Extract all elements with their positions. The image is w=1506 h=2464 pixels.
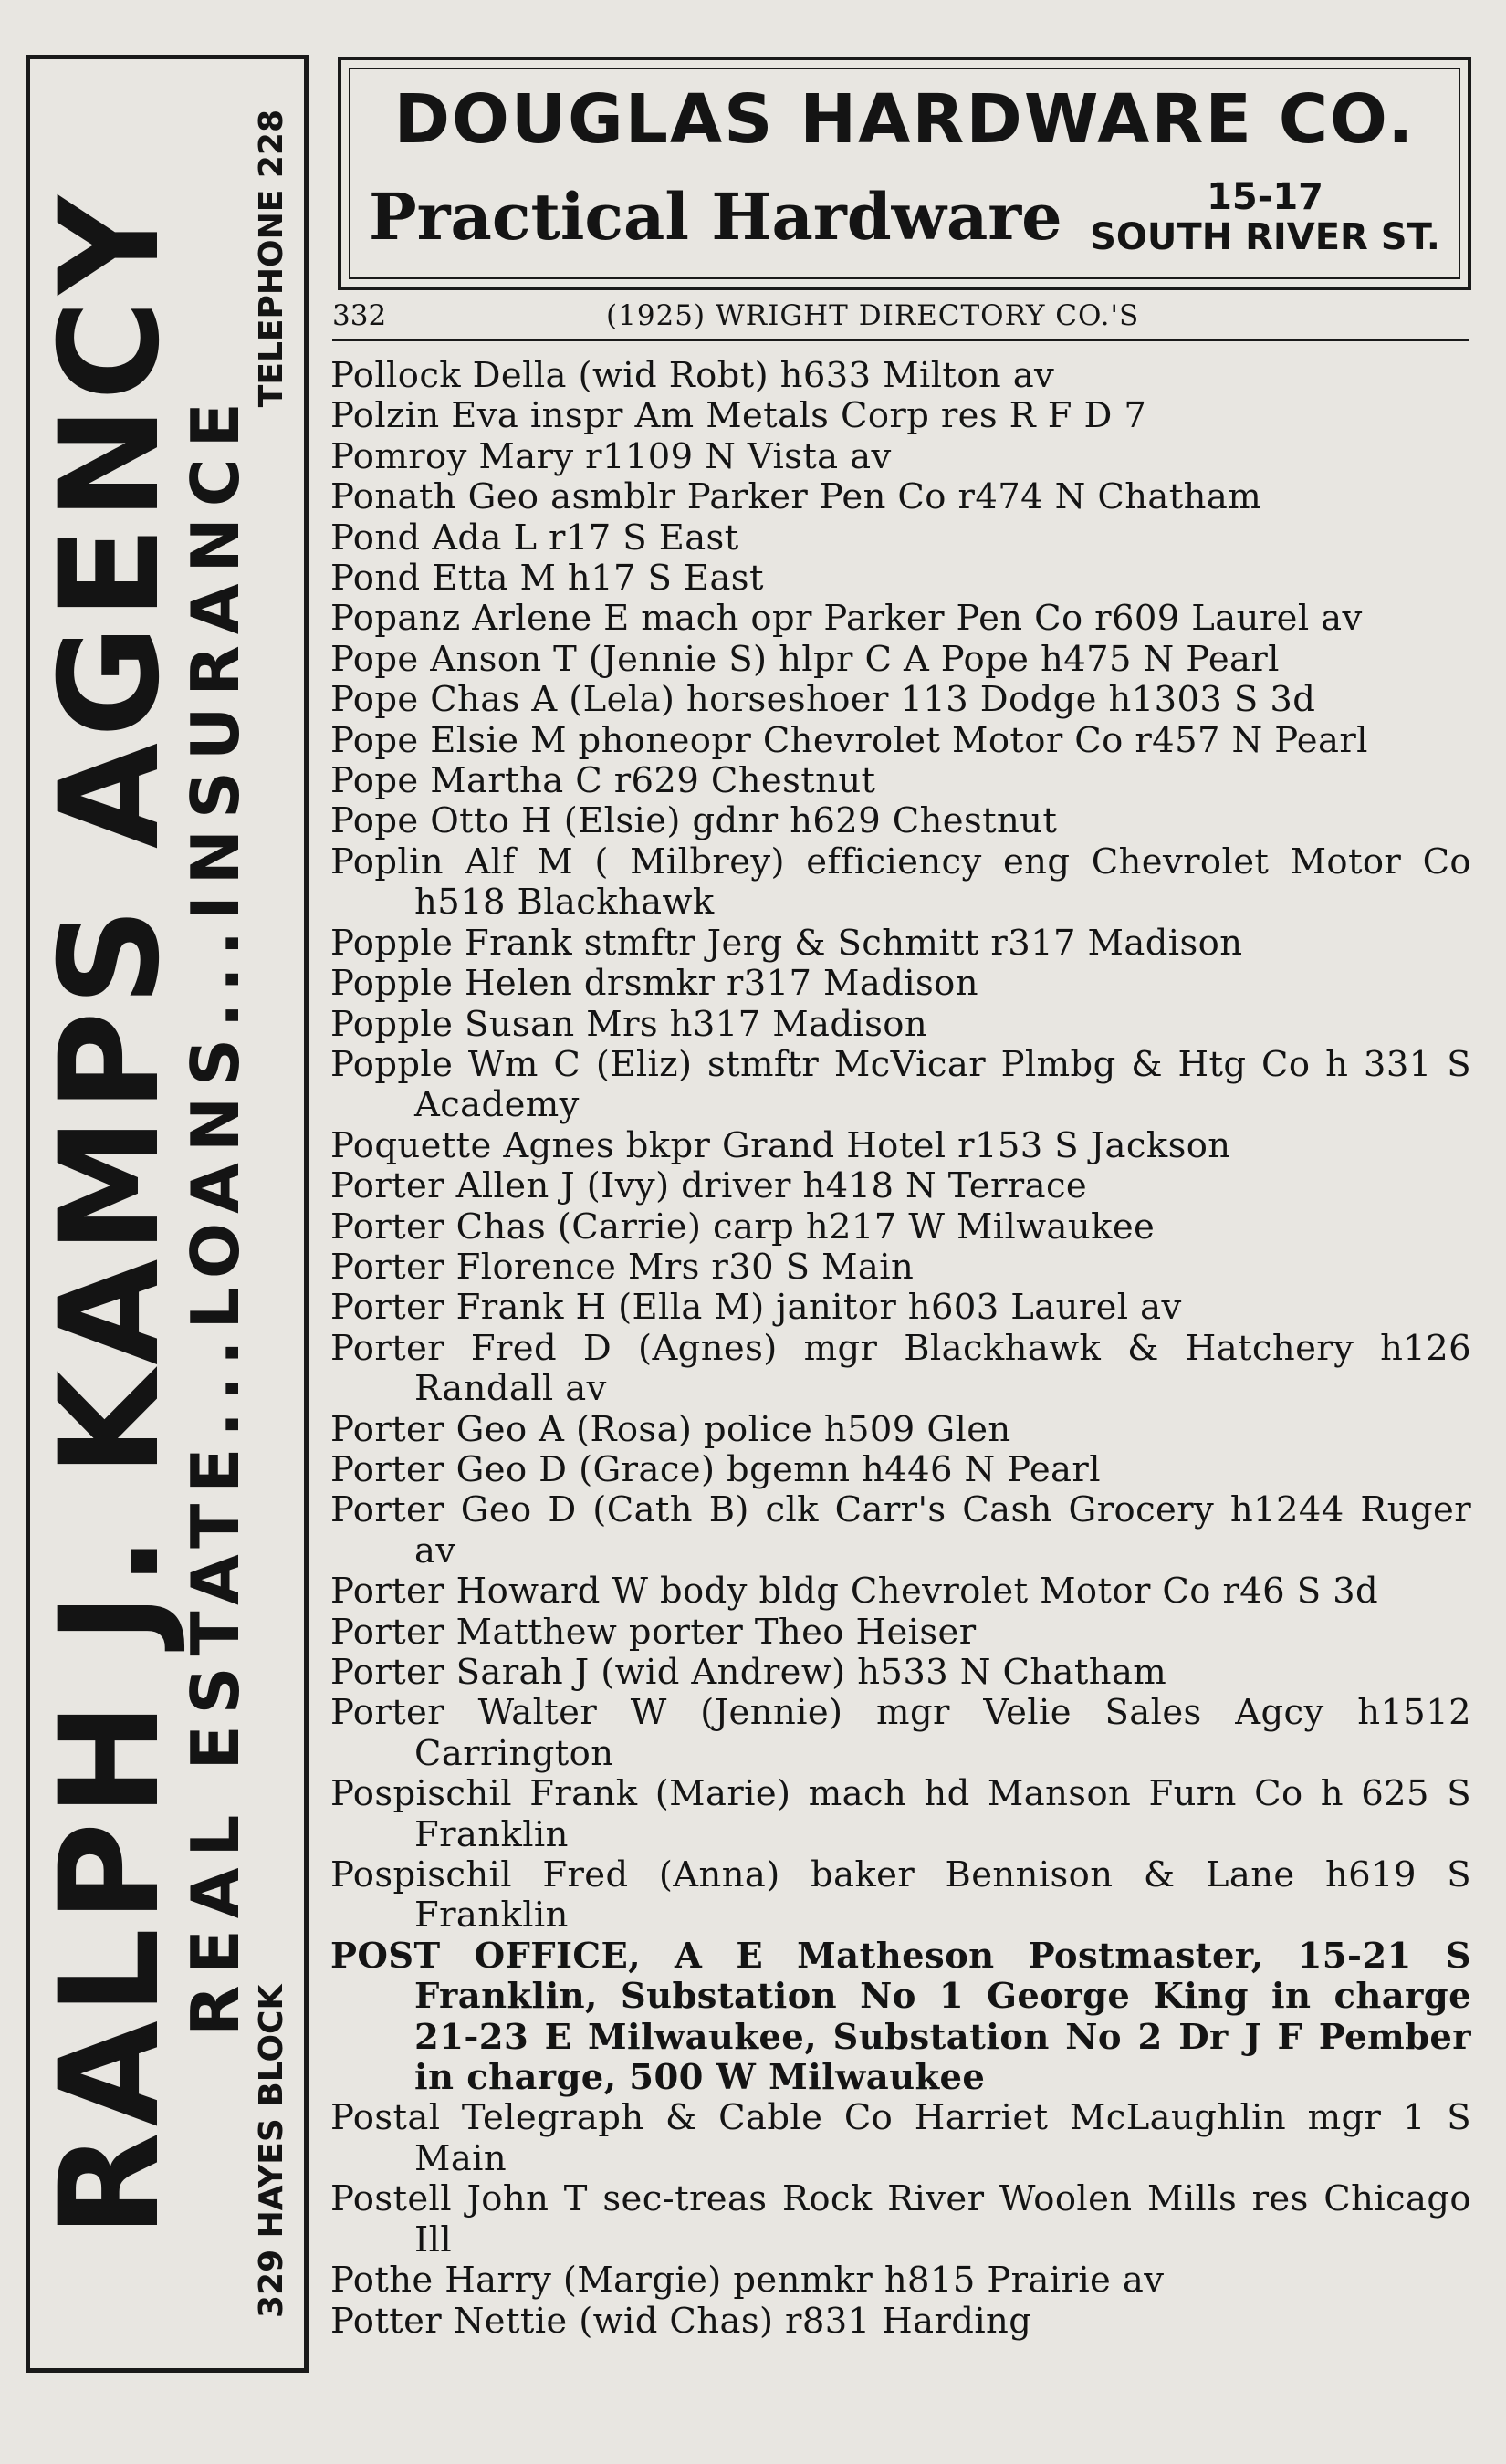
directory-entry: Porter Fred D (Agnes) mgr Blackhawk & Hatchery h126 Randall av [330, 1327, 1471, 1410]
directory-entry: Potter Nettie (wid Chas) r831 Harding [330, 2300, 1032, 2342]
directory-entry: Porter Florence Mrs r30 S Main [330, 1246, 915, 1288]
directory-entry: Pope Otto H (Elsie) gdnr h629 Chestnut [330, 800, 1058, 842]
directory-entry: Pope Elsie M phoneopr Chevrolet Motor Co r457 N Pearl [330, 719, 1368, 761]
running-title: (1925) WRIGHT DIRECTORY CO.'S [606, 299, 1140, 332]
directory-entry: Porter Sarah J (wid Andrew) h533 N Chatham [330, 1652, 1167, 1693]
side-ad-contact-row [252, 73, 292, 2354]
directory-entry: Postal Telegraph & Cable Co Harriet McLaughlin mgr 1 S Main [330, 2097, 1471, 2179]
top-ad-title: DOUGLAS HARDWARE CO. [393, 80, 1416, 159]
side-ad-services: REAL ESTATE...LOANS...INSURANCE [177, 392, 254, 2036]
side-ad-telephone: TELEPHONE 228 [253, 110, 290, 408]
top-advertisement [338, 57, 1471, 290]
directory-entry: Porter Geo A (Rosa) police h509 Glen [330, 1408, 1011, 1450]
directory-entry: Poquette Agnes bkpr Grand Hotel r153 S Jackson [330, 1124, 1231, 1166]
directory-entry: Porter Allen J (Ivy) driver h418 N Terrace [330, 1165, 1088, 1207]
directory-entry: Pope Martha C r629 Chestnut [330, 760, 876, 802]
top-ad-address [1090, 177, 1440, 257]
directory-entry: Pond Ada L r17 S East [330, 517, 739, 559]
side-ad-name: RALPH J. KAMPS AGENCY [31, 190, 190, 2238]
directory-entry: Pomroy Mary r1109 N Vista av [330, 435, 892, 477]
top-ad-inner-frame [349, 68, 1460, 279]
directory-entry: Popple Susan Mrs h317 Madison [330, 1003, 928, 1045]
directory-entry: Porter Walter W (Jennie) mgr Velie Sales Agcy h1512 Carrington [330, 1692, 1471, 1774]
directory-entry: POST OFFICE, A E Matheson Postmaster, 15-21 S Franklin, Substation No 1 George King in charge 21-23 E Milwaukee, Substation No 2 Dr J F Pember in charge, 500 W Milwaukee [330, 1935, 1471, 2099]
side-ad-rotated-block [30, 73, 304, 2354]
directory-entry: Polzin Eva inspr Am Metals Corp res R F D 7 [330, 395, 1147, 437]
directory-entry: Pospischil Fred (Anna) baker Bennison & Lane h619 S Franklin [330, 1854, 1471, 1937]
directory-entry: Ponath Geo asmblr Parker Pen Co r474 N Chatham [330, 476, 1262, 518]
directory-entry: Pope Chas A (Lela) horseshoer 113 Dodge h1303 S 3d [330, 679, 1316, 721]
directory-entry: Popple Frank stmftr Jerg & Schmitt r317 Madison [330, 922, 1243, 964]
directory-entry: Pope Anson T (Jennie S) hlpr C A Pope h475 N Pearl [330, 638, 1280, 680]
directory-entry: Pospischil Frank (Marie) mach hd Manson Furn Co h 625 S Franklin [330, 1773, 1471, 1855]
directory-entry: Porter Matthew porter Theo Heiser [330, 1611, 977, 1653]
directory-entry: Postell John T sec-treas Rock River Woolen Mills res Chicago Ill [330, 2178, 1471, 2260]
directory-entry: Porter Chas (Carrie) carp h217 W Milwaukee [330, 1206, 1156, 1248]
directory-entry: Porter Geo D (Cath B) clk Carr's Cash Grocery h1244 Ruger av [330, 1489, 1471, 1571]
directory-entry: Pollock Della (wid Robt) h633 Milton av [330, 355, 1055, 396]
side-ad-address: 329 HAYES BLOCK [253, 1984, 290, 2318]
directory-entry: Pond Etta M h17 S East [330, 558, 764, 600]
top-ad-address-line2: SOUTH RIVER ST. [1090, 216, 1440, 258]
directory-entry: Poplin Alf M ( Milbrey) efficiency eng Chevrolet Motor Co h518 Blackhawk [330, 840, 1471, 924]
directory-entry: Porter Howard W body bldg Chevrolet Motor Co r46 S 3d [330, 1571, 1379, 1613]
top-ad-address-line1: 15-17 [1207, 176, 1324, 218]
directory-entry: Popple Wm C (Eliz) stmftr McVicar Plmbg & Htg Co h 331 S Academy [330, 1043, 1471, 1126]
directory-entry: Pothe Harry (Margie) penmkr h815 Prairie av [330, 2260, 1165, 2302]
page-number: 332 [332, 299, 387, 332]
directory-entry: Porter Geo D (Grace) bgemn h446 N Pearl [330, 1448, 1101, 1490]
directory-entry: Porter Frank H (Ella M) janitor h603 Laurel av [330, 1287, 1182, 1329]
directory-entries [330, 356, 1471, 2342]
running-header [332, 299, 1469, 341]
side-advertisement [26, 55, 309, 2373]
top-ad-slogan: Practical Hardware [369, 179, 1062, 255]
directory-entry: Popanz Arlene E mach opr Parker Pen Co r609 Laurel av [330, 598, 1363, 640]
directory-entry: Popple Helen drsmkr r317 Madison [330, 963, 978, 1005]
